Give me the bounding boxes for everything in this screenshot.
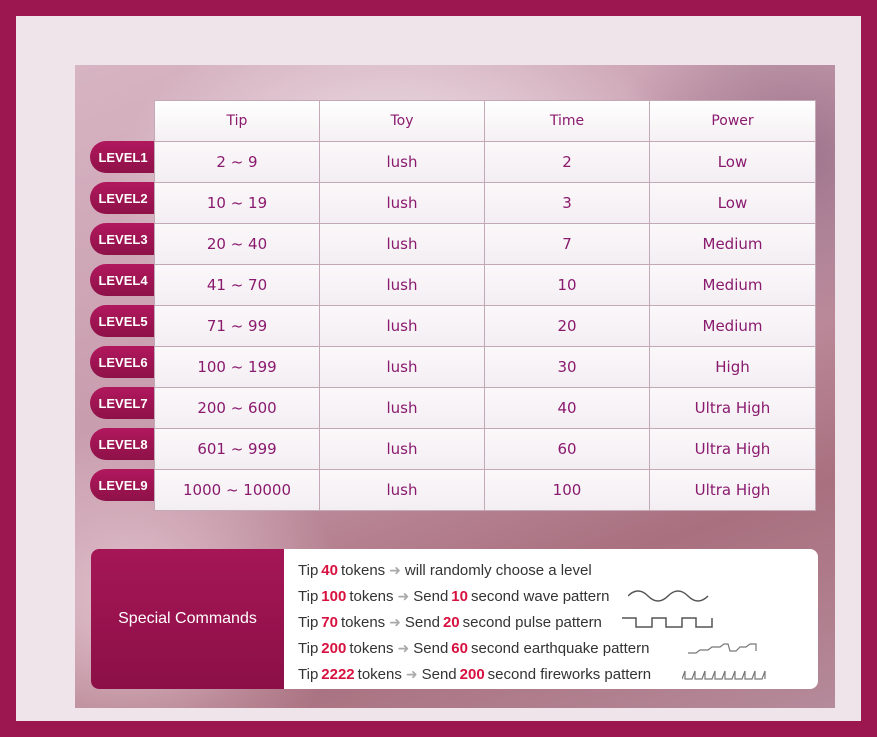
table-cell-time: 3 [484, 182, 650, 224]
level-label: LEVEL1 [90, 141, 156, 173]
command-pattern-text: second pulse pattern [462, 613, 602, 631]
special-command-row [298, 557, 818, 583]
arrow-icon: ➜ [397, 587, 410, 604]
table-cell-time: 60 [484, 428, 650, 470]
special-command-row [298, 583, 818, 609]
token-amount: 100 [321, 587, 347, 605]
table-cell-tip: 10 ~ 19 [154, 182, 320, 224]
level-label: LEVEL4 [90, 264, 156, 296]
table-cell-power: Ultra High [649, 469, 816, 511]
command-pattern-text: second earthquake pattern [470, 639, 650, 657]
table-cell-toy: lush [319, 428, 485, 470]
earthquake-pattern-icon [688, 640, 758, 659]
wave-pattern-icon [628, 588, 710, 608]
table-cell-time: 30 [484, 346, 650, 388]
table-cell-tip: 2 ~ 9 [154, 141, 320, 183]
table-cell-time: 100 [484, 469, 650, 511]
level-label: LEVEL7 [90, 387, 156, 419]
table-cell-time: 40 [484, 387, 650, 429]
table-cell-tip: 100 ~ 199 [154, 346, 320, 388]
table-cell-tip: 41 ~ 70 [154, 264, 320, 306]
header-tip: Tip [154, 100, 320, 142]
special-commands-list [284, 549, 818, 689]
token-amount: 40 [321, 561, 338, 579]
table-cell-toy: lush [319, 305, 485, 347]
table-cell-tip: 1000 ~ 10000 [154, 469, 320, 511]
table-cell-toy: lush [319, 223, 485, 265]
token-amount: 70 [321, 613, 338, 631]
level-label: LEVEL6 [90, 346, 156, 378]
level-label: LEVEL3 [90, 223, 156, 255]
table-cell-toy: lush [319, 141, 485, 183]
table-cell-toy: lush [319, 182, 485, 224]
table-cell-toy: lush [319, 346, 485, 388]
arrow-icon: ➜ [389, 561, 401, 578]
fireworks-pattern-icon [682, 666, 768, 685]
command-pattern-text: second wave pattern [470, 587, 610, 605]
table-cell-power: Ultra High [649, 428, 816, 470]
level-labels [90, 141, 156, 510]
table-cell-toy: lush [319, 264, 485, 306]
table-cell-tip: 71 ~ 99 [154, 305, 320, 347]
level-label: LEVEL8 [90, 428, 156, 460]
table-cell-power: Low [649, 141, 816, 183]
table-cell-time: 2 [484, 141, 650, 183]
arrow-icon: ➜ [405, 665, 418, 682]
command-seconds: 60 [451, 639, 468, 657]
tokens-word: tokens [340, 613, 386, 631]
command-action: will randomly choose a level [404, 561, 592, 579]
table-cell-time: 7 [484, 223, 650, 265]
table-cell-power: Medium [649, 264, 816, 306]
tip-word: Tip [298, 665, 319, 683]
pulse-pattern-icon [622, 614, 714, 633]
command-action: Send [421, 665, 457, 683]
command-action: Send [404, 613, 440, 631]
special-commands-title: Special Commands [91, 549, 284, 689]
command-action: Send [413, 587, 449, 605]
table-cell-power: Medium [649, 223, 816, 265]
tip-word: Tip [298, 561, 319, 579]
level-label: LEVEL2 [90, 182, 156, 214]
table-cell-toy: lush [319, 387, 485, 429]
command-action: Send [413, 639, 449, 657]
token-amount: 200 [321, 639, 347, 657]
table-cell-tip: 200 ~ 600 [154, 387, 320, 429]
arrow-icon: ➜ [397, 639, 410, 656]
header-time: Time [484, 100, 650, 142]
tip-word: Tip [298, 639, 319, 657]
table-cell-toy: lush [319, 469, 485, 511]
special-commands-box [91, 549, 818, 689]
command-seconds: 10 [451, 587, 468, 605]
arrow-icon: ➜ [389, 613, 401, 630]
table-cell-tip: 20 ~ 40 [154, 223, 320, 265]
table-cell-power: Medium [649, 305, 816, 347]
tokens-word: tokens [349, 587, 394, 605]
table-cell-power: Low [649, 182, 816, 224]
tip-table [155, 101, 816, 511]
table-cell-power: High [649, 346, 816, 388]
tip-menu-panel [75, 65, 835, 708]
tip-word: Tip [298, 613, 319, 631]
command-seconds: 20 [442, 613, 460, 631]
table-cell-time: 10 [484, 264, 650, 306]
table-cell-power: Ultra High [649, 387, 816, 429]
tokens-word: tokens [340, 561, 386, 579]
table-cell-time: 20 [484, 305, 650, 347]
level-label: LEVEL9 [90, 469, 156, 501]
command-seconds: 200 [459, 665, 485, 683]
tip-word: Tip [298, 587, 319, 605]
token-amount: 2222 [321, 665, 355, 683]
table-cell-tip: 601 ~ 999 [154, 428, 320, 470]
tokens-word: tokens [349, 639, 394, 657]
level-label: LEVEL5 [90, 305, 156, 337]
header-power: Power [649, 100, 816, 142]
special-command-row [298, 609, 818, 635]
command-pattern-text: second fireworks pattern [487, 665, 652, 683]
tokens-word: tokens [357, 665, 402, 683]
header-toy: Toy [319, 100, 485, 142]
outer-frame [16, 16, 861, 721]
